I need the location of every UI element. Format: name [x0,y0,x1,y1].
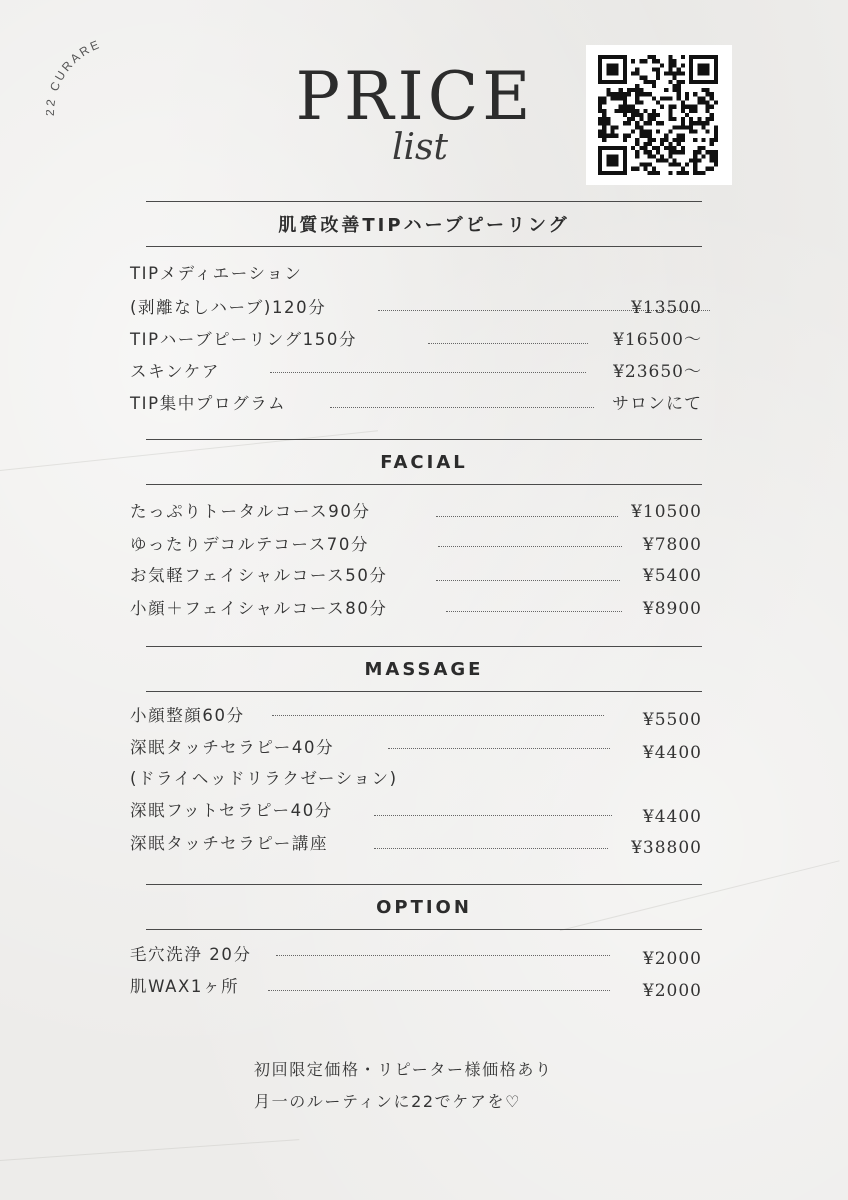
section-facial [146,439,702,485]
dot-leader [272,715,604,716]
footer-line-2: 月一のルーティンに22でケアを♡ [254,1092,522,1111]
list-item [130,388,702,420]
item-name: スキンケア [130,362,221,381]
dot-leader [330,407,594,408]
item-name: 毛穴洗浄 20分 [130,945,252,964]
list-item [130,356,702,388]
list-item [130,763,702,795]
dot-leader [428,343,588,344]
item-name: たっぷりトータルコース90分 [130,502,371,521]
item-price: ¥13500 [631,298,702,318]
page-title: PRICE [295,58,535,135]
dot-leader [268,990,610,991]
dot-leader [438,546,622,547]
item-name: 深眠タッチセラピー講座 [130,834,329,853]
list-item [130,292,702,324]
list-item [130,560,702,592]
dot-leader [374,815,612,816]
list-item [130,496,702,528]
item-name: TIP集中プログラム [130,394,287,413]
item-price: ¥8900 [642,599,702,619]
section-heading: FACIAL [146,439,702,485]
item-price: ¥38800 [631,838,702,858]
qr-code-icon[interactable] [586,45,732,185]
page-subtitle: list [392,127,448,168]
list-item [130,529,702,561]
item-price: ¥2000 [642,949,702,969]
item-price: ¥10500 [631,502,702,522]
item-name: (ドライヘッドリラクゼーション) [130,769,398,788]
item-price: ¥23650〜 [613,362,702,382]
item-name: 深眠フットセラピー40分 [130,801,333,820]
list-item [130,732,702,764]
dot-leader [388,748,610,749]
item-name: TIPハーブピーリング150分 [130,330,358,349]
list-item [130,971,702,1003]
footer-note [200,1054,670,1118]
item-price: ¥7800 [642,535,702,555]
item-price: ¥5400 [642,566,702,586]
item-price: ¥16500〜 [613,330,702,350]
section-tip-peeling [146,201,702,247]
brand-text: CURARE [46,40,104,94]
section-option [146,884,702,930]
item-price: ¥5500 [642,710,702,730]
brand-logo [46,40,156,120]
item-price: ¥2000 [642,981,702,1001]
item-name: 深眠タッチセラピー40分 [130,738,335,757]
section-heading: MASSAGE [146,646,702,692]
dot-leader [436,516,618,517]
item-price: ¥4400 [642,807,702,827]
list-item [130,258,702,290]
list-item [130,593,702,625]
dot-leader [436,580,620,581]
item-name: 小顔整顔60分 [130,706,245,725]
dot-leader [276,955,610,956]
list-item [130,939,702,971]
dot-leader [270,372,586,373]
list-item [130,700,702,732]
item-name: 小顔＋フェイシャルコース80分 [130,599,388,618]
item-name: TIPメディエーション [130,264,303,283]
item-name: ゆったりデコルテコース70分 [130,535,370,554]
section-heading: OPTION [146,884,702,930]
item-name: お気軽フェイシャルコース50分 [130,566,388,585]
item-price: ¥4400 [642,743,702,763]
list-item [130,795,702,827]
list-item [130,324,702,356]
section-heading: 肌質改善TIPハーブピーリング [146,201,702,247]
footer-line-1: 初回限定価格・リピーター様価格あり [254,1060,553,1079]
item-price: サロンにて [612,394,702,414]
item-name: 肌WAX1ヶ所 [130,977,240,996]
section-massage [146,646,702,692]
svg-text:22 CURARE [46,40,103,116]
dot-leader [374,848,608,849]
item-name: (剥離なしハーブ)120分 [130,298,327,317]
list-item [130,828,702,860]
dot-leader [446,611,622,612]
